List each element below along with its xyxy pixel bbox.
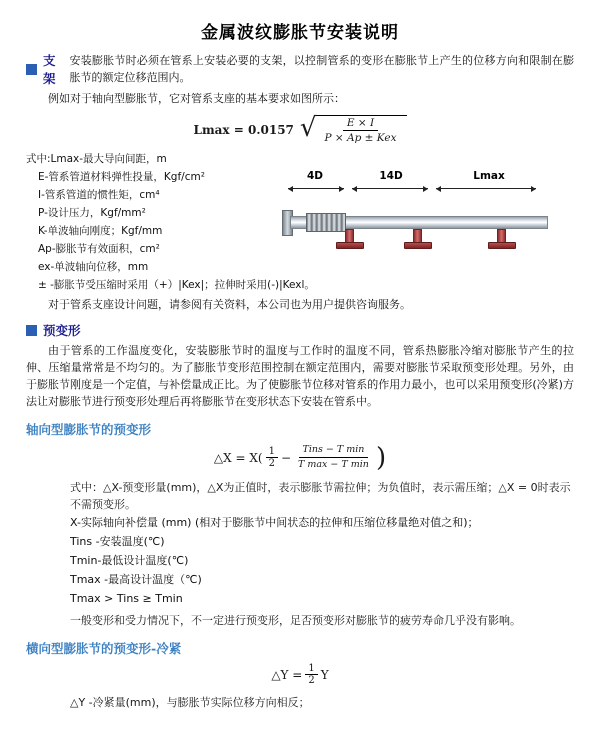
blue-square-bullet-icon	[26, 325, 37, 336]
axial-formula-lhs: △X = X(	[213, 450, 263, 465]
axial-legend-item: Tins -安装温度(℃)	[70, 535, 165, 548]
lmax-formula	[26, 115, 574, 144]
dimension-label-4d: 4D	[306, 170, 324, 182]
support-icon	[404, 229, 432, 253]
legend-item: E-管系管道材料弹性投量，Kgf/cm²	[38, 171, 205, 183]
support-icon	[336, 229, 364, 253]
legend-item: K-单波轴向刚度；Kgf/mm	[38, 225, 163, 237]
legend-item: ex-单波轴向位移，mm	[38, 261, 149, 273]
dimension-label-lmax: Lmax	[473, 170, 505, 182]
section-heading-bracket	[26, 51, 574, 87]
lmax-formula-denominator: P × Ap ± Kex	[324, 132, 397, 144]
legend-item: I-管系管道的惯性矩，cm⁴	[38, 189, 160, 201]
axial-tail-note: 一般变形和受力情况下，不一定进行预变形，足否预变形对膨胀节的疲劳寿命几乎没有影响。	[70, 614, 521, 627]
lateral-formula-rhs: Y	[320, 667, 329, 682]
subsection-heading-lateral: 横向型膨胀节的预变形-冷紧	[26, 641, 182, 656]
lateral-formula-note: △Y -冷紧量(mm)，与膨胀节实际位移方向相反；	[70, 696, 310, 709]
sqrt-sign-icon: √	[299, 113, 317, 143]
dimension-label-14d: 14D	[379, 170, 403, 182]
axial-legend-item: X-实际轴向补偿量 (mm) (相对于膨胀节中间状态的拉伸和压缩位移量绝对值之和)；	[70, 516, 479, 529]
axial-formula-minus: −	[280, 450, 292, 465]
axial-predeform-formula	[26, 444, 574, 471]
legend-item: Ap-膨胀节有效面积，cm²	[38, 243, 160, 255]
pipe-assembly	[282, 196, 554, 260]
axial-legend-item: Tmin-最低设计温度(℃)	[70, 554, 189, 567]
pipe-support-diagram	[276, 170, 574, 260]
axial-formula-fraction: $\frac{\text{Tins − T min}}{\text{T max − T min}}$	[298, 444, 369, 470]
legend-and-diagram	[26, 150, 574, 294]
arrow-lmax-icon	[436, 188, 536, 189]
lateral-predeform-formula	[26, 663, 574, 686]
axial-formula-half: $\frac{1}{2}$	[266, 446, 278, 469]
section-heading-predeform-label: 预变形	[43, 323, 81, 338]
diagram-dimension-arrows	[282, 184, 574, 193]
blue-square-bullet-icon	[26, 64, 37, 75]
lateral-formula-lhs: △Y =	[271, 667, 303, 682]
legend-item: P-设计压力，Kgf/mm²	[38, 207, 146, 219]
legend-item: ± -膨胀节受压缩时采用（+）|Kex|；拉伸时采用(-)|Kexl。	[38, 279, 315, 291]
bracket-para1-text: 安装膨胀节时必须在管系上安装必要的支架，以控制管系的变形在膨胀节上产生的位移方向和限制在膨胀节的额定位移范围内。	[69, 54, 574, 84]
axial-formula-note: 式中：△X-预变形量(mm)，△X为正值时，表示膨胀节需拉伸；为负值时，表示需压缩；△X = 0时表示不需预变形。	[70, 481, 571, 511]
bracket-para3: 对于管系支座设计问题，请参阅有关资料，本公司也为用户提供咨询服务。	[48, 298, 411, 311]
page-title: 金属波纹膨胀节安装说明	[201, 23, 399, 43]
arrow-4d-icon	[288, 188, 344, 189]
section-heading-predeform	[26, 321, 574, 339]
section-heading-bracket-label: 支架	[43, 53, 56, 86]
lmax-formula-numerator: E × I	[343, 117, 378, 131]
diagram-dimension-labels	[282, 170, 574, 182]
axial-legend-item: Tmax > Tins ≥ Tmin	[70, 592, 183, 605]
lmax-formula-lhs: Lmax = 0.0157	[193, 122, 294, 137]
bracket-para2-visible: 例如对于轴向型膨胀节，它对管系支座的基本要求如图所示：	[48, 92, 345, 105]
predeform-para1: 由于管系的工作温度变化，安装膨胀节时的温度与工作时的温度不同，管系热膨胀冷缩对膨胀节产生的拉伸、压缩量常常是不均匀的。为了膨胀节变形范围控制在额定范围内，需要对膨胀节采取预变形处理。另外，由于膨胀节刚度是一个定值，与补偿量成正比。为了使膨胀节位移对管系的作用力最小，也可以采用预变形(冷紧)方法让对膨胀节进行预变形处理后再将膨胀节在变形状态下安装在管系中。	[26, 344, 574, 408]
lateral-formula-half: $\frac{1}{2}$	[305, 663, 317, 686]
sqrt-group	[300, 115, 407, 144]
axial-legend-item: Tmax -最高设计温度（℃)	[70, 573, 202, 586]
axial-formula-rhs: )	[375, 442, 387, 473]
subsection-heading-axial: 轴向型膨胀节的预变形	[26, 422, 152, 437]
arrow-14d-icon	[352, 188, 428, 189]
legend-item: 式中:Lmax-最大导向间距，m	[26, 153, 167, 165]
support-icon	[488, 229, 516, 253]
